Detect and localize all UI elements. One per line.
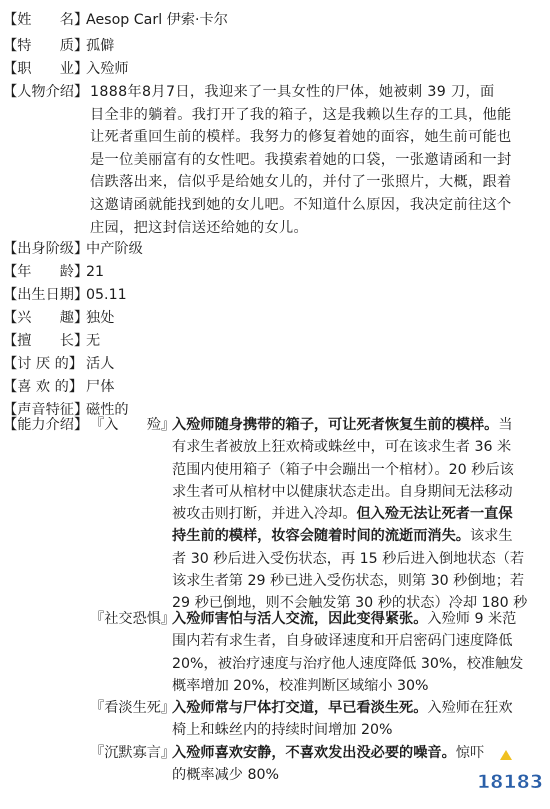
intro-line: 庄园，把这封信送还给她的女儿。 bbox=[90, 219, 309, 236]
field-value: 无 bbox=[86, 333, 101, 349]
watermark-text: 18183 bbox=[476, 771, 544, 793]
ability-text-bold: 入殓师常与尸体打交道，早已看淡生死。 bbox=[172, 700, 428, 716]
field-trait bbox=[0, 35, 550, 57]
intro-line: 信跌落出来，信似乎是给她女儿的，并付了一张照片，大概，跟着 bbox=[90, 174, 512, 191]
field-job bbox=[0, 58, 550, 80]
field-class bbox=[0, 238, 550, 260]
field-label: 【出生日期】 bbox=[3, 287, 89, 303]
field-label: 【兴 趣】 bbox=[3, 310, 89, 326]
ability-text-bold: 入殓师喜欢安静，不喜欢发出没必要的噪音。 bbox=[172, 745, 456, 761]
field-label: 【擅 长】 bbox=[3, 333, 89, 349]
intro-line: 这邀请函就能找到她的女儿吧。不知道什么原因，我决定前往这个 bbox=[90, 196, 512, 213]
ability-text-bold: 入殓师害怕与活人交流，因此变得紧张。 bbox=[172, 611, 428, 627]
ability-line bbox=[172, 548, 542, 570]
ability-text: 当 bbox=[498, 417, 513, 433]
intro-line: 让死者重回生前的模样。我努力的修复着她的面容，她生前可能也 bbox=[90, 129, 512, 146]
ability-name: 『看淡生死』 bbox=[90, 700, 176, 716]
field-age bbox=[0, 261, 550, 283]
ability-text-bold: 但入殓无法让死者一直保 bbox=[356, 506, 513, 523]
field-label: 【出身阶级】 bbox=[3, 241, 89, 257]
field-label: 【姓 名】 bbox=[3, 12, 89, 28]
ability-text: 被攻击则打断，并进入冷却。 bbox=[172, 506, 357, 523]
ability-text-bold: 入殓师随身携带的箱子，可让死者恢复生前的模样。 bbox=[172, 417, 499, 433]
field-dislike bbox=[0, 353, 550, 375]
field-label: 【喜 欢 的】 bbox=[3, 379, 83, 395]
ability-text: 求生者可从棺材中以健康状态走出。自身期间无法移动 bbox=[172, 483, 513, 500]
ability-text: 围内若有求生者，自身破译速度和开启密码门速度降低 bbox=[172, 633, 513, 650]
field-value: Aesop Carl 伊索·卡尔 bbox=[86, 12, 228, 28]
intro-line: 1888年8月7日，我迎来了一具女性的尸体，她被刺 39 刀，面 bbox=[90, 84, 495, 100]
ability-text: 29 秒已倒地，则不会触发第 30 秒的状态）冷却 180 秒 bbox=[172, 595, 528, 612]
field-birthday bbox=[0, 284, 550, 306]
ability-line bbox=[172, 481, 542, 503]
site-logo bbox=[466, 744, 546, 804]
ability-description bbox=[172, 608, 542, 697]
field-value: 入殓师 bbox=[86, 61, 129, 77]
ability-line bbox=[172, 570, 542, 592]
field-label: 【人物介绍】 bbox=[3, 84, 89, 100]
field-value: 孤僻 bbox=[86, 38, 115, 54]
ability-line bbox=[172, 414, 542, 436]
ability-text: 该求生 bbox=[469, 528, 513, 545]
ability-line bbox=[172, 630, 542, 652]
field-value: 05.11 bbox=[86, 287, 127, 303]
field-label: 【特 质】 bbox=[3, 38, 89, 54]
ability-text-bold: 持生前的模样，妆容会随着时间的流逝而消失。 bbox=[172, 528, 470, 545]
field-value: 中产阶级 bbox=[86, 241, 143, 257]
field-skill bbox=[0, 330, 550, 352]
ability-description bbox=[172, 697, 542, 742]
field-value: 21 bbox=[86, 264, 105, 280]
ability-line bbox=[172, 525, 542, 547]
field-value: 尸体 bbox=[86, 379, 115, 395]
ability-line bbox=[172, 719, 542, 741]
field-value: 活人 bbox=[86, 356, 115, 372]
field-label: 【职 业】 bbox=[3, 61, 89, 77]
ability-name: 『社交恐惧』 bbox=[90, 611, 176, 627]
field-value: 独处 bbox=[86, 310, 115, 326]
ability-line bbox=[172, 503, 542, 525]
ability-text: 入殓师 9 米范 bbox=[427, 611, 517, 627]
field-label: 【讨 厌 的】 bbox=[3, 356, 83, 372]
ability-text: 范围内使用箱子（箱子中会蹦出一个棺材）。20 秒后该 bbox=[172, 461, 514, 478]
ability-text: 入殓师在狂欢 bbox=[427, 700, 513, 716]
field-like bbox=[0, 376, 550, 398]
ability-line bbox=[172, 436, 542, 458]
ability-text: 20%，被治疗速度与治疗他人速度降低 30%，校准触发 bbox=[172, 655, 524, 672]
ability-name: 『入 殓』 bbox=[90, 417, 176, 433]
ability-text: 概率增加 20%，校准判断区域缩小 30% bbox=[172, 677, 429, 694]
field-label: 【能力介绍】 bbox=[3, 417, 89, 433]
field-value: 磁性的 bbox=[86, 402, 129, 418]
ability-line bbox=[172, 697, 542, 719]
intro-paragraph bbox=[90, 81, 526, 239]
intro-line: 目全非的躺着。我打开了我的箱子，这是我赖以生存的工具，他能 bbox=[90, 106, 512, 123]
ability-line bbox=[172, 675, 542, 697]
ability-name: 『沉默寡言』 bbox=[90, 745, 176, 761]
field-hobby bbox=[0, 307, 550, 329]
field-label: 【年 龄】 bbox=[3, 264, 89, 280]
field-intro bbox=[0, 81, 550, 241]
ability-text: 有求生者被放上狂欢椅或蛛丝中，可在该求生者 36 米 bbox=[172, 439, 512, 456]
field-label: 【声音特征】 bbox=[3, 402, 89, 418]
ability-text: 该求生者第 29 秒已进入受伤状态，则第 30 秒倒地；若 bbox=[172, 573, 525, 590]
ability-text: 惊吓 bbox=[455, 745, 485, 761]
ability-text: 椅上和蛛丝内的持续时间增加 20% bbox=[172, 722, 393, 739]
intro-line: 是一位美丽富有的女性吧。我摸索着她的口袋，一张邀请函和一封 bbox=[90, 151, 512, 168]
ability-text: 者 30 秒后进入受伤状态，再 15 秒后进入倒地状态（若 bbox=[172, 550, 525, 567]
field-name bbox=[0, 9, 550, 31]
ability-description bbox=[172, 414, 542, 615]
ability-line bbox=[172, 459, 542, 481]
ability-line bbox=[172, 653, 542, 675]
ability-line bbox=[172, 608, 542, 630]
ability-text: 的概率减少 80% bbox=[172, 767, 279, 784]
